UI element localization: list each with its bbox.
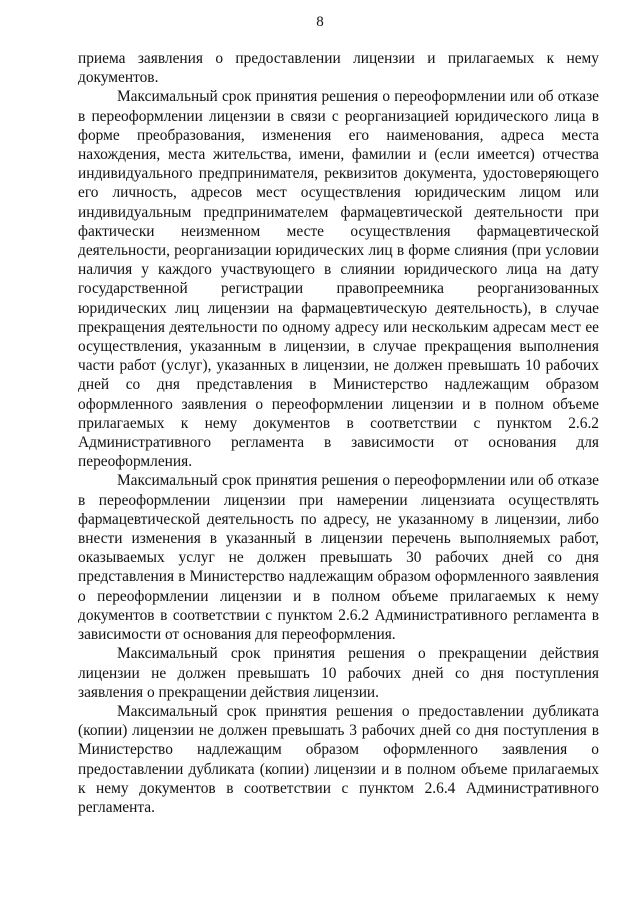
paragraph-reissue-new-address: Максимальный срок принятия решения о переоформлении или об отказе в переоформлении лицензии при намерении лицензиата осуществлять фармацевтической деятельность по адресу, не указанному в лицензии, либо внести изменения в указанный в лицензии перечень выполняемых работ, оказываемых услуг не должен превышать 30 рабочих дней со дня представления в Министерство надлежащим образом оформленного заявления о переоформлении лицензии и в полном объеме прилагаемых к нему документов в соответствии с пунктом 2.6.2 Административного регламента в зависимости от основания для переоформления.: [78, 472, 599, 644]
paragraph-termination: Максимальный срок принятия решения о прекращении действия лицензии не должен превышать 10 рабочих дней со дня поступления заявления о прекращении действия лицензии.: [78, 645, 599, 701]
paragraph-reissue-reorganization: Максимальный срок принятия решения о переоформлении или об отказе в переоформлении лицензии в связи с реорганизацией юридического лица в форме преобразования, изменения его наименования, адреса места нахождения, места жительства, имени, фамилии и (если имеется) отчества индивидуального предпринимателя, реквизитов документа, удостоверяющего его личность, адресов мест осуществления юридическим лицом или индивидуальным предпринимателем фармацевтической деятельности при фактически неизменном месте осуществления фармацевтической деятельности, реорганизации юридических лиц в форме слияния (при условии наличия у каждого участвующего в слиянии юридического лица на дату государственной регистрации правопреемника реорганизованных юридических лиц лицензии на фармацевтическую деятельность), в случае прекращения деятельности по одному адресу или нескольким адресам мест ее осуществления, указанным в лицензии, в случае прекращения выполнения части работ (услуг), указанных в лицензии, не должен превышать 10 рабочих дней со дня представления в Министерство надлежащим образом оформленного заявления о переоформлении лицензии и в полном объеме прилагаемых к нему документов в соответствии с пунктом 2.6.2 Административного регламента в зависимости от основания для переоформления.: [78, 88, 599, 471]
page-number: 8: [316, 14, 324, 30]
paragraph-duplicate: Максимальный срок принятия решения о предоставлении дубликата (копии) лицензии не должен превышать 3 рабочих дней со дня поступления в Министерство надлежащим образом оформленного заявления о предоставлении дубликата (копии) лицензии и в полном объеме прилагаемых к нему документов в соответствии с пунктом 2.6.4 Административного регламента.: [78, 702, 599, 816]
document-body: [78, 49, 599, 817]
paragraph-continuation: приема заявления о предоставлении лицензии и прилагаемых к нему документов.: [78, 50, 599, 87]
